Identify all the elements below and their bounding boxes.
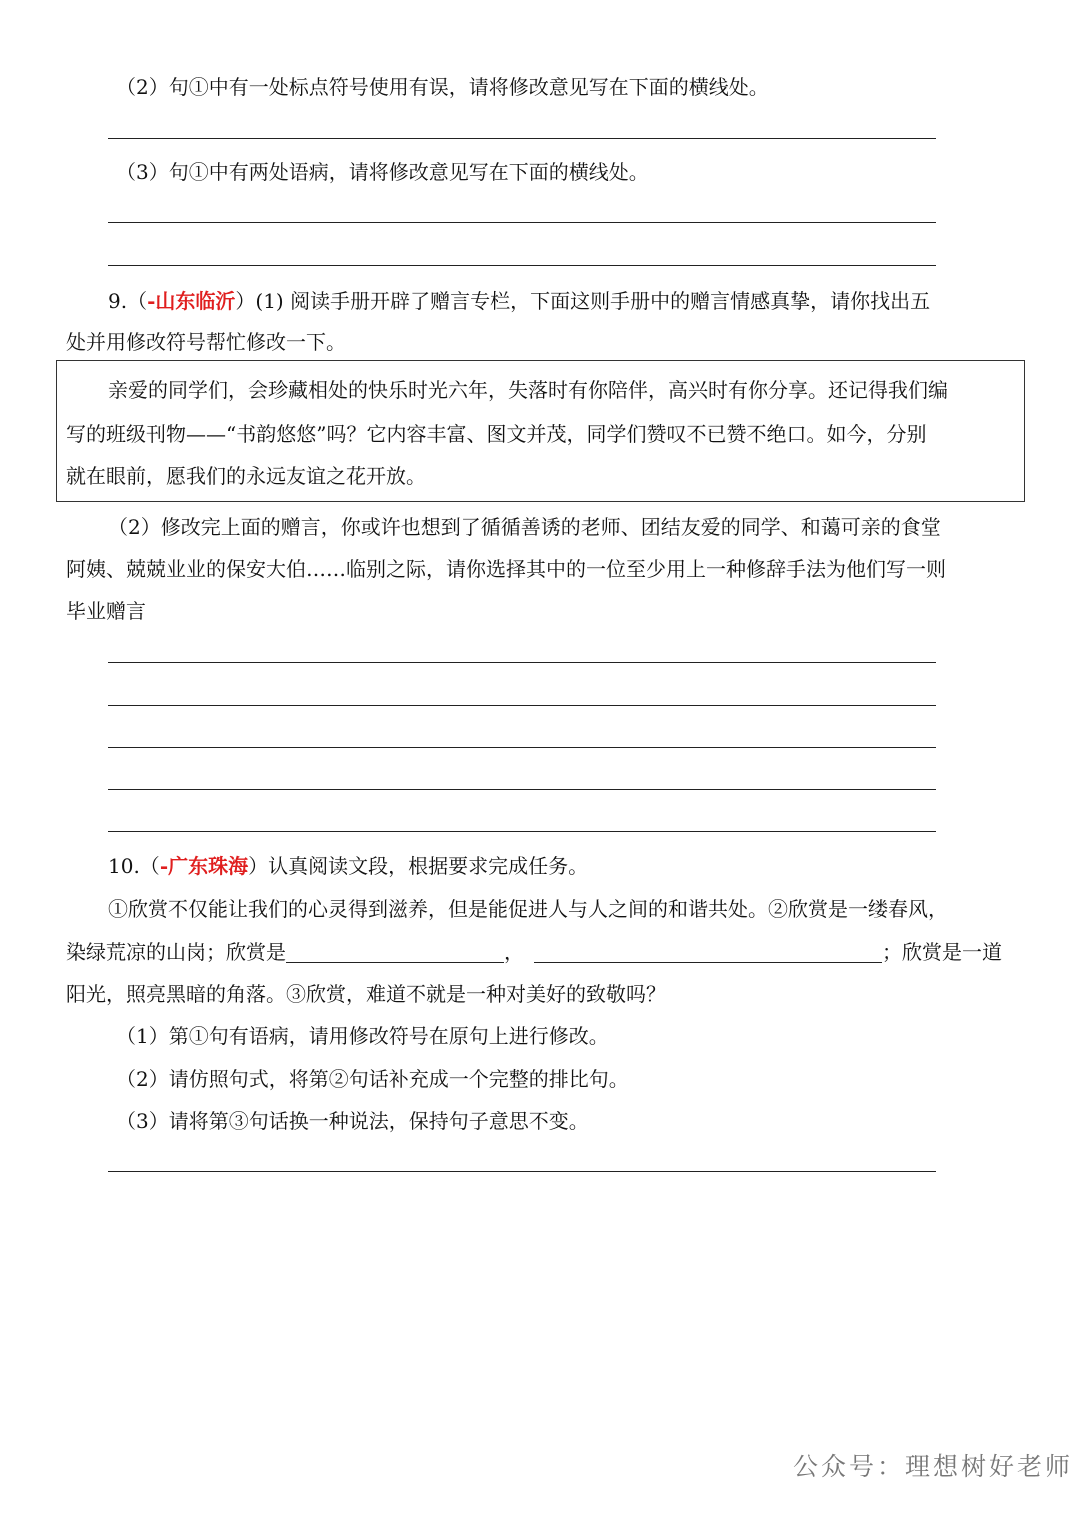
answer-line[interactable] (108, 265, 936, 266)
answer-line[interactable] (108, 789, 936, 790)
q10-text-line: 阳光，照亮黑暗的角落。③欣赏，难道不就是一种对美好的致敬吗？ (66, 982, 666, 1006)
fill-blank[interactable] (534, 942, 882, 963)
q9-part2-prompt: 毕业赠言 (66, 599, 146, 623)
q10-sub1: （1）第①句有语病，请用修改符号在原句上进行修改。 (116, 1024, 609, 1048)
q10-prompt: ）认真阅读文段，根据要求完成任务。 (248, 854, 589, 878)
q9-part2-prompt: 阿姨、兢兢业业的保安大伯……临别之际，请你选择其中的一位至少用上一种修辞手法为他们写一则 (66, 557, 946, 581)
fill-blank[interactable] (286, 942, 504, 963)
q9-number: 9.（ (108, 289, 148, 313)
q10-number: 10.（ (108, 854, 160, 878)
q9-part2-prompt: （2）修改完上面的赠言，你或许也想到了循循善诱的老师、团结友爱的同学、和蔼可亲的食堂 (108, 515, 941, 539)
q10-text-segment: 染绿荒凉的山岗；欣赏是 (66, 940, 286, 964)
q9-message-line: 亲爱的同学们，会珍藏相处的快乐时光六年，失落时有你陪伴，高兴时有你分享。还记得我们编 (108, 378, 948, 402)
q9-prompt-line2: 处并用修改符号帮忙修改一下。 (66, 330, 346, 354)
q9-prompt-line1: ）(1) 阅读手册开辟了赠言专栏，下面这则手册中的赠言情感真挚，请你找出五 (235, 289, 931, 313)
q8-part3-prompt: （3）句①中有两处语病，请将修改意见写在下面的横线处。 (116, 160, 649, 184)
q8-part2-prompt: （2）句①中有一处标点符号使用有误，请将修改意见写在下面的横线处。 (116, 75, 769, 99)
q10-sub2: （2）请仿照句式，将第②句话补充成一个完整的排比句。 (116, 1067, 629, 1091)
q10-text-line: ①欣赏不仅能让我们的心灵得到滋养，但是能促进人与人之间的和谐共处。②欣赏是一缕春风， (108, 897, 948, 921)
q10-text-segment: ， (504, 940, 524, 964)
answer-line[interactable] (108, 222, 936, 223)
q9-message-line: 就在眼前，愿我们的永远友谊之花开放。 (66, 464, 426, 488)
q9-heading (108, 287, 930, 315)
q9-message-line: 写的班级刊物——“书韵悠悠”吗？它内容丰富、图文并茂，同学们赞叹不已赞不绝口。如今，分别 (66, 422, 927, 446)
answer-line[interactable] (108, 705, 936, 706)
q9-source-tag: -山东临沂 (147, 289, 236, 313)
answer-line[interactable] (108, 1171, 936, 1172)
q10-text-segment: ；欣赏是一道 (882, 940, 1002, 964)
q10-heading (108, 852, 588, 880)
q10-source-tag: -广东珠海 (159, 854, 249, 878)
answer-line[interactable] (108, 831, 936, 832)
q10-sub3: （3）请将第③句话换一种说法，保持句子意思不变。 (116, 1109, 589, 1133)
answer-line[interactable] (108, 662, 936, 663)
answer-line[interactable] (108, 138, 936, 139)
answer-line[interactable] (108, 747, 936, 748)
q10-text-line (66, 938, 1002, 966)
watermark: 公众号：理想树好老师 (793, 1452, 1074, 1481)
